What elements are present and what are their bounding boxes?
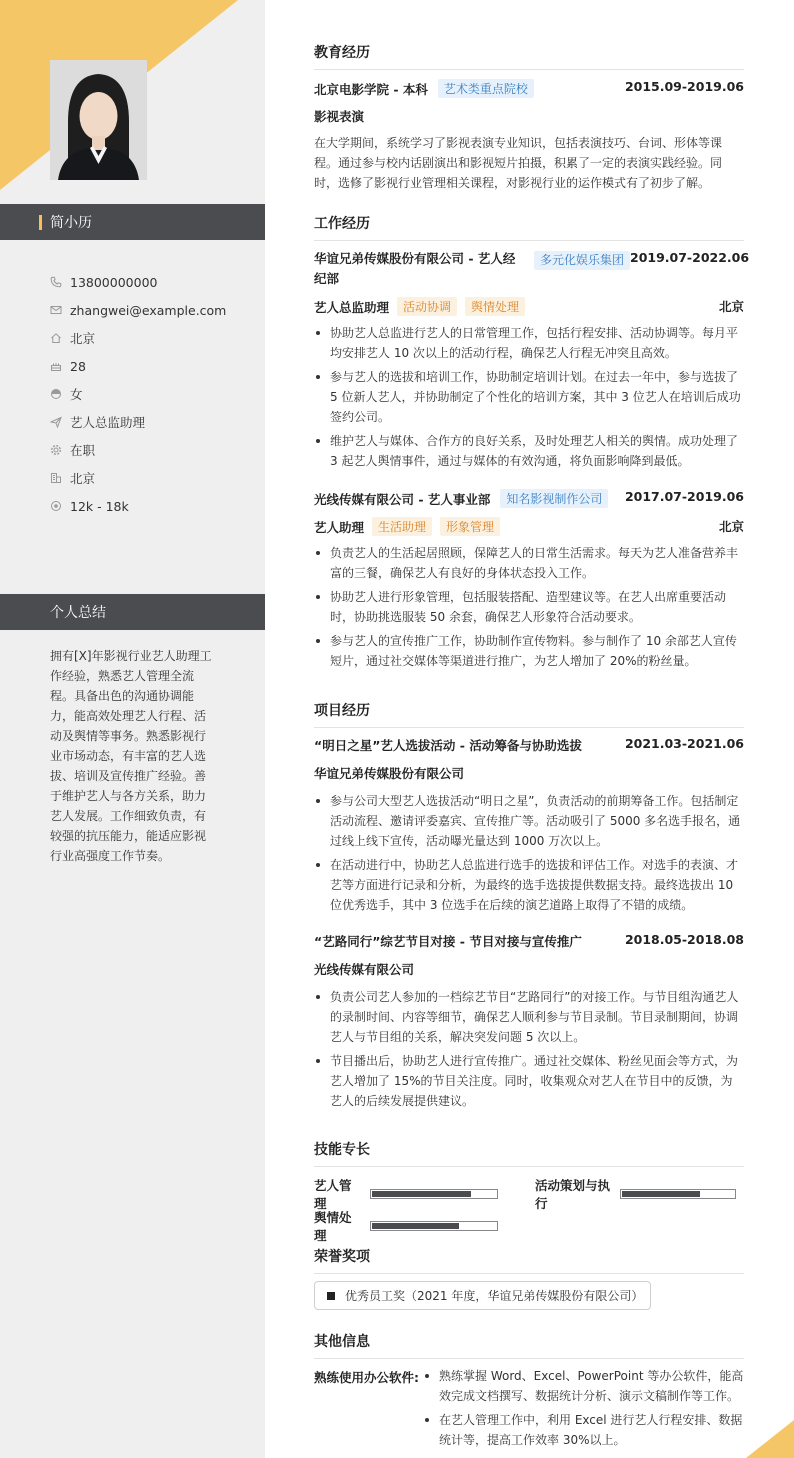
contact-status: [50, 436, 226, 464]
award-item: [314, 1281, 651, 1310]
education-title: 教育经历: [314, 42, 744, 70]
decorative-corner: [746, 1420, 794, 1458]
contact-home-text: 北京: [70, 331, 96, 346]
education-tag: 艺术类重点院校: [438, 79, 534, 98]
home-icon: [50, 332, 62, 344]
other-label: 熟练使用办公软件:: [314, 1370, 419, 1385]
salary-icon: [50, 500, 62, 512]
contact-city-text: 北京: [70, 471, 96, 486]
education-major-row: [314, 107, 744, 125]
project-1-bullets: [314, 791, 744, 919]
project-1-header-row: [314, 736, 744, 754]
skill-3-name: 舆情处理: [314, 1210, 352, 1243]
contact-home: [50, 324, 226, 352]
skill-1-fill: [372, 1191, 471, 1197]
projects-title: 项目经历: [314, 700, 744, 728]
job-1-city: 北京: [718, 299, 744, 314]
project-2-header-row: [314, 932, 744, 950]
phone-icon: [50, 276, 62, 288]
contact-email-text: zhangwei@example.com: [70, 302, 227, 318]
summary-section-header: [0, 594, 265, 630]
job-2-city: 北京: [718, 519, 744, 534]
job-2-tag-2: 形象管理: [440, 517, 500, 536]
mail-icon: [50, 304, 62, 316]
list-item: 参与公司大型艺人选拔活动“明日之星”，负责活动的前期筹备工作。包括制定活动流程、邀请评委嘉宾、宣传推广等。活动吸引了 5000 多名选手报名，通过线上线下宣传，活动曝光量达到 1000 万次以上。: [314, 791, 744, 851]
job-1-bullets: [314, 323, 744, 475]
skill-1-name: 艺人管理: [314, 1178, 352, 1211]
project-1-org-row: [314, 764, 744, 782]
skill-1-bar: [370, 1189, 498, 1199]
square-bullet-icon: [327, 1292, 335, 1300]
project-2-bullets: [314, 987, 744, 1115]
awards-title: 荣誉奖项: [314, 1246, 744, 1274]
list-item: 负责公司艺人参加的一档综艺节目“艺路同行”的对接工作。与节目组沟通艺人的录制时间、内容等细节，确保艺人顺利参与节目录制。节目录制期间，协调艺人与节目组的关系，解决突发问题 5 次以上。: [314, 987, 744, 1047]
job-2-company-tag: 知名影视制作公司: [500, 489, 608, 508]
award-text: 优秀员工奖（2021 年度，华谊兄弟传媒股份有限公司）: [345, 1289, 644, 1303]
contact-salary: [50, 492, 226, 520]
status-icon: [50, 444, 62, 456]
project-2-name: “艺路同行”综艺节目对接 - 节目对接与宣传推广: [314, 934, 582, 949]
other-bullets: [423, 1366, 745, 1454]
education-date: 2015.09-2019.06: [624, 79, 744, 94]
sidebar: [0, 0, 265, 1458]
education-description: 在大学期间，系统学习了影视表演专业知识，包括表演技巧、台词、形体等课程。通过参与校内话剧演出和影视短片拍摄，积累了一定的表演实践经验。同时，选修了影视行业管理相关课程，对影视行业的运作模式有了初步了解。: [314, 136, 723, 190]
skill-3-fill: [372, 1223, 459, 1229]
contact-list: [50, 268, 226, 520]
list-item: 熟练掌握 Word、Excel、PowerPoint 等办公软件，能高效完成文档撰写、数据统计分析、演示文稿制作等工作。: [423, 1366, 745, 1406]
education-header-row: [314, 79, 744, 98]
job-2-bullets: [314, 543, 744, 675]
skill-2: [535, 1176, 736, 1212]
project-1-date: 2021.03-2021.06: [624, 736, 744, 751]
job-2-role: 艺人助理: [314, 519, 365, 535]
job-1-header-row: [314, 249, 750, 289]
list-item: 节目播出后，协助艺人进行宣传推广。通过社交媒体、粉丝见面会等方式，为艺人增加了 15%的节目关注度。同时，收集观众对艺人在节目中的反馈，为艺人的后续发展提供建议。: [314, 1051, 744, 1111]
education-school: 北京电影学院 - 本科: [314, 81, 428, 97]
contact-phone: [50, 268, 226, 296]
job-1-tag-1: 活动协调: [397, 297, 457, 316]
project-2-date: 2018.05-2018.08: [624, 932, 744, 947]
work-title: 工作经历: [314, 213, 744, 241]
list-item: 参与艺人的宣传推广工作，协助制作宣传物料。参与制作了 10 余部艺人宣传短片，通过社交媒体等渠道进行推广，为艺人增加了 20%的粉丝量。: [314, 631, 744, 671]
contact-gender: [50, 380, 226, 408]
job-1-company: 华谊兄弟传媒股份有限公司 - 艺人经纪部: [314, 251, 516, 286]
skill-3: [314, 1208, 498, 1244]
skill-3-bar: [370, 1221, 498, 1231]
project-1-name: “明日之星”艺人选拔活动 - 活动筹备与协助选拔: [314, 738, 582, 753]
list-item: 在艺人管理工作中，利用 Excel 进行艺人行程安排、数据统计等，提高工作效率 30%以上。: [423, 1410, 745, 1450]
list-item: 维护艺人与媒体、合作方的良好关系，及时处理艺人相关的舆情。成功处理了 3 起艺人舆情事件，通过与媒体的有效沟通，将负面影响降到最低。: [314, 431, 744, 471]
project-2-org-row: [314, 960, 744, 978]
position-icon: [50, 416, 62, 428]
contact-age-text: 28: [70, 358, 86, 374]
education-major: 影视表演: [314, 109, 365, 124]
project-2-org: 光线传媒有限公司: [314, 962, 415, 977]
job-1-tag-2: 舆情处理: [465, 297, 525, 316]
job-2-company: 光线传媒有限公司 - 艺人事业部: [314, 491, 491, 507]
city-icon: [50, 472, 62, 484]
contact-email: [50, 296, 226, 324]
age-icon: [50, 360, 62, 372]
intro-title: 简小历: [50, 215, 92, 231]
contact-status-text: 在职: [70, 443, 96, 458]
accent-marker: [39, 215, 42, 230]
job-1-role-row: [314, 297, 744, 316]
contact-phone-text: 13800000000: [70, 274, 158, 290]
summary-title: 个人总结: [50, 605, 106, 621]
job-2-tag-1: 生活助理: [372, 517, 432, 536]
intro-section-header: [0, 204, 265, 240]
list-item: 协助艺人总监进行艺人的日常管理工作，包括行程安排、活动协调等。每月平均安排艺人 10 次以上的活动行程，确保艺人行程无冲突且高效。: [314, 323, 744, 363]
contact-gender-text: 女: [70, 387, 83, 402]
gender-icon: [50, 388, 62, 400]
skill-1: [314, 1176, 498, 1212]
skill-2-fill: [622, 1191, 700, 1197]
other-title: 其他信息: [314, 1331, 744, 1359]
job-2-role-row: [314, 517, 744, 536]
summary-text: 拥有[X]年影视行业艺人助理工作经验，熟悉艺人管理全流程。具备出色的沟通协调能力，能高效处理艺人行程、活动及舆情等事务。熟悉影视行业市场动态，有丰富的艺人选拔、培训及宣传推广经验。善于维护艺人与各方关系，助力艺人发展。工作细致负责，有较强的抗压能力，能适应影视行业高强度工作节奏。: [50, 649, 212, 863]
contact-age: [50, 352, 226, 380]
contact-position: [50, 408, 226, 436]
list-item: 协助艺人进行形象管理，包括服装搭配、造型建议等。在艺人出席重要活动时，协助挑选服装 50 余套，确保艺人形象符合活动要求。: [314, 587, 744, 627]
skill-2-name: 活动策划与执行: [535, 1178, 611, 1211]
list-item: 在活动进行中，协助艺人总监进行选手的选拔和评估工作。对选手的表演、才艺等方面进行记录和分析，为最终的选手选拔提供数据支持。最终选拔出 10 位优秀选手，其中 3 位选手在后续的演艺道路上取得了不错的成绩。: [314, 855, 744, 915]
contact-position-text: 艺人总监助理: [70, 415, 146, 430]
job-1-date: 2019.07-2022.06: [630, 250, 750, 265]
avatar: [50, 60, 147, 180]
skills-title: 技能专长: [314, 1139, 744, 1167]
job-1-role: 艺人总监助理: [314, 299, 390, 315]
job-1-company-tag: 多元化娱乐集团: [534, 251, 630, 270]
list-item: 负责艺人的生活起居照顾，保障艺人的日常生活需求。每天为艺人准备营养丰富的三餐，确保艺人有良好的身体状态投入工作。: [314, 543, 744, 583]
job-2-date: 2017.07-2019.06: [624, 489, 744, 504]
job-2-header-row: [314, 489, 744, 508]
contact-salary-text: 12k - 18k: [70, 498, 129, 514]
list-item: 参与艺人的选拔和培训工作，协助制定培训计划。在过去一年中，参与选拔了 5 位新人艺人，并协助制定了个性化的培训方案，其中 3 位艺人在培训后成功签约公司。: [314, 367, 744, 427]
skill-2-bar: [620, 1189, 736, 1199]
contact-city: [50, 464, 226, 492]
project-1-org: 华谊兄弟传媒股份有限公司: [314, 766, 465, 781]
